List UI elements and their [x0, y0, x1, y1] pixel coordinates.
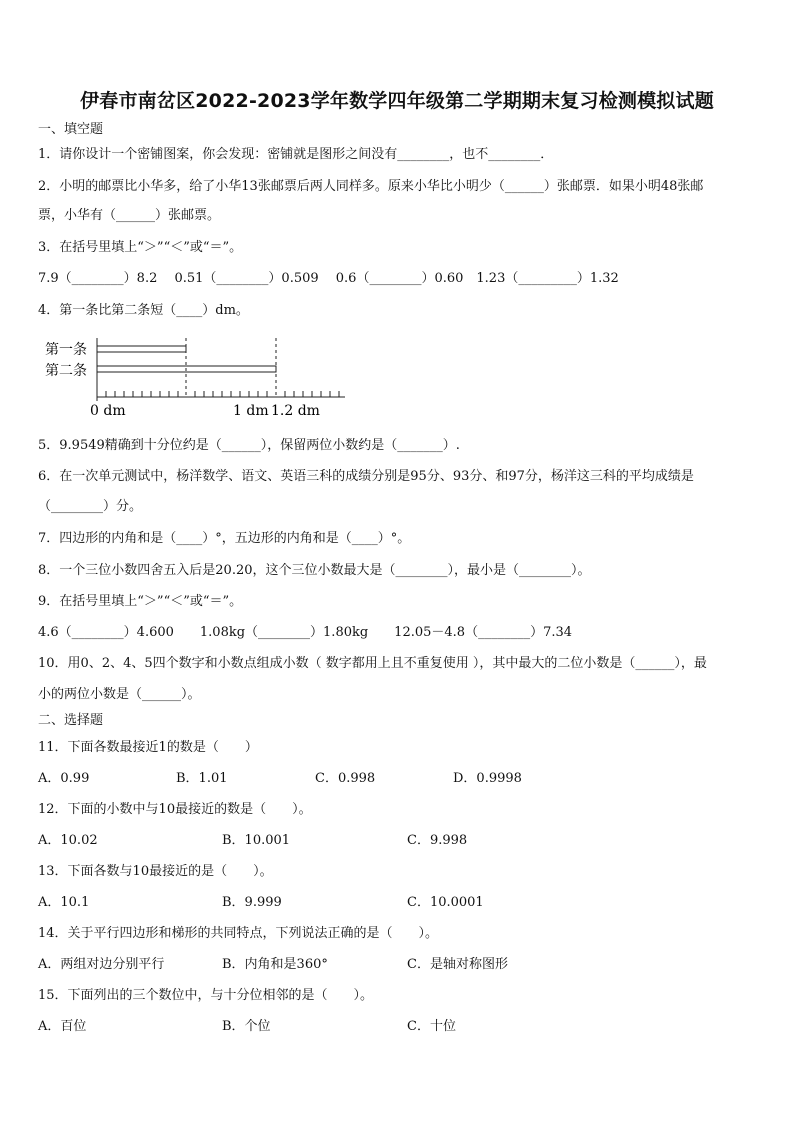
- q11-option-c: C．0.998: [315, 771, 376, 786]
- ruler-diagram: [40, 335, 360, 421]
- ruler-ticks: [106, 391, 339, 397]
- question-9-items: 4.6（________）4.600 1.08kg（________）1.80kg 12.05－4.8（________）7.34: [38, 625, 573, 640]
- question-11: 11．下面各数最接近1的数是（ ）: [38, 740, 258, 755]
- q13-option-c: C．10.0001: [407, 895, 484, 910]
- question-9: 9．在括号里填上“＞”“＜”或“＝”。: [38, 594, 243, 609]
- q12-option-c: C．9.998: [407, 833, 468, 848]
- q13-option-a: A．10.1: [38, 895, 90, 910]
- q15-option-c: C．十位: [407, 1019, 456, 1034]
- question-12: 12．下面的小数中与10最接近的数是（ ）。: [38, 802, 312, 817]
- section-multiple-choice: 二、选择题: [38, 713, 104, 728]
- q12-option-b: B．10.001: [222, 833, 291, 848]
- q14-option-b: B．内角和是360°: [222, 957, 328, 972]
- tick-label-1-2dm: 1.2 dm: [271, 403, 320, 419]
- question-2-line2: 票，小华有（______）张邮票。: [38, 208, 221, 223]
- q11-option-d: D．0.9998: [453, 771, 522, 786]
- question-3: 3．在括号里填上“＞”“＜”或“＝”。: [38, 240, 243, 255]
- question-4: 4．第一条比第二条短（____）dm。: [38, 303, 249, 318]
- question-15: 15．下面列出的三个数位中，与十分位相邻的是（ ）。: [38, 988, 374, 1003]
- question-6-line1: 6．在一次单元测试中，杨洋数学、语文、英语三科的成绩分别是95分、93分、和97分，杨洋这三科的平均成绩是: [38, 469, 694, 484]
- question-13: 13．下面各数与10最接近的是（ ）。: [38, 864, 273, 879]
- ruler-label-first: 第一条: [45, 342, 87, 358]
- question-3-items: 7.9（________）8.2 0.51（________）0.509 0.6（________）0.60 1.23（_________）1.32: [38, 271, 619, 286]
- question-5: 5．9.9549精确到十分位约是（______），保留两位小数约是（_______）.: [38, 438, 460, 453]
- page-title: 伊春市南岔区2022-2023学年数学四年级第二学期期末复习检测模拟试题: [80, 90, 714, 112]
- question-8: 8．一个三位小数四舍五入后是20.20，这个三位小数最大是（________），最小是（________）。: [38, 563, 591, 578]
- q15-option-b: B．个位: [222, 1019, 271, 1034]
- q12-option-a: A．10.02: [38, 833, 98, 848]
- ruler-label-second: 第二条: [45, 363, 87, 379]
- q11-option-a: A．0.99: [38, 771, 90, 786]
- question-1: 1．请你设计一个密铺图案，你会发现：密铺就是图形之间没有________，也不________．: [38, 147, 554, 162]
- question-14: 14．关于平行四边形和梯形的共同特点，下列说法正确的是（ ）。: [38, 926, 439, 941]
- q14-option-c: C．是轴对称图形: [407, 957, 508, 972]
- q15-option-a: A．百位: [38, 1019, 87, 1034]
- bar-first: [97, 346, 186, 352]
- q14-option-a: A．两组对边分别平行: [38, 957, 165, 972]
- question-6-line2: （________）分。: [38, 499, 143, 514]
- question-10-line1: 10．用0、2、4、5四个数字和小数点组成小数（ 数字都用上且不重复使用 ），其中最大的二位小数是（______），最: [38, 656, 707, 671]
- question-7: 7．四边形的内角和是（____）°，五边形的内角和是（____）°。: [38, 531, 411, 546]
- q13-option-b: B．9.999: [222, 895, 282, 910]
- q11-option-b: B．1.01: [176, 771, 228, 786]
- question-2-line1: 2．小明的邮票比小华多，给了小华13张邮票后两人同样多。原来小华比小明少（______）张邮票．如果小明48张邮: [38, 179, 704, 194]
- section-fill-blank: 一、填空题: [38, 122, 104, 137]
- tick-label-0dm: 0 dm: [90, 403, 126, 419]
- question-10-line2: 小的两位小数是（______）。: [38, 687, 201, 702]
- tick-label-1dm: 1 dm: [233, 403, 269, 419]
